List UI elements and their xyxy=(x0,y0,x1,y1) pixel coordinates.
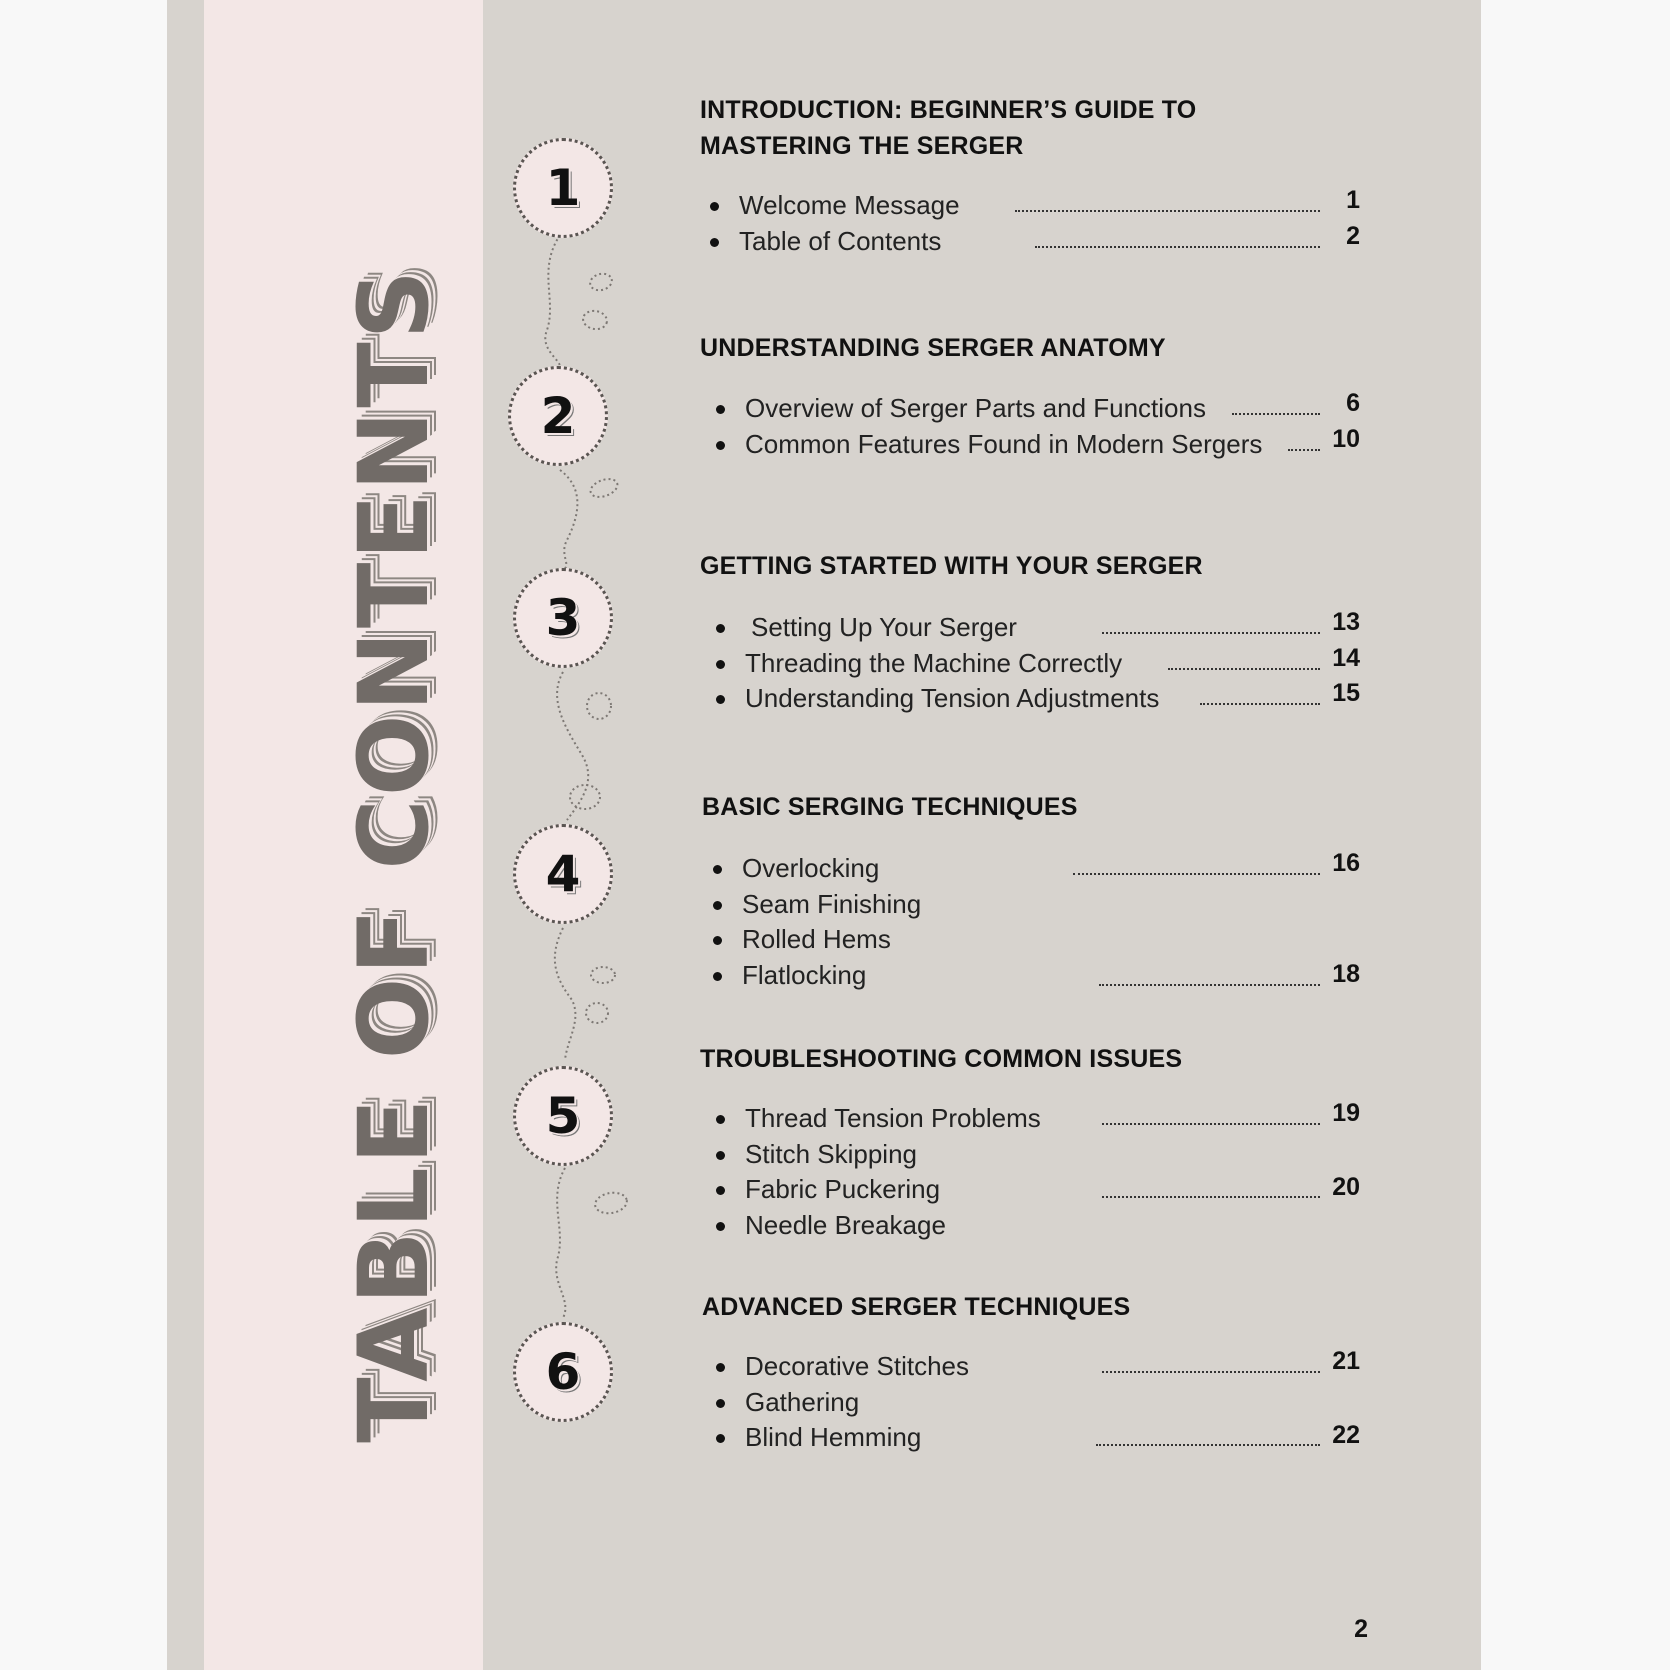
bullet-icon xyxy=(713,936,722,945)
bullet-icon xyxy=(716,1363,725,1372)
toc-entry[interactable] xyxy=(700,681,1360,717)
bullet-icon xyxy=(716,624,725,633)
toc-entry[interactable] xyxy=(700,1208,1360,1244)
entry-label: Threading the Machine Correctly xyxy=(745,647,1123,678)
section-5 xyxy=(700,1041,1360,1243)
bullet-icon xyxy=(716,405,725,414)
entry-label: Needle Breakage xyxy=(745,1209,946,1240)
section-badge-6: 6 xyxy=(513,1322,613,1422)
section-1 xyxy=(700,92,1360,259)
section-badge-5: 5 xyxy=(513,1066,613,1166)
section-title: TROUBLESHOOTING COMMON ISSUES xyxy=(700,1045,1183,1073)
section-items xyxy=(700,188,1360,259)
toc-entry[interactable] xyxy=(700,958,1360,994)
entry-label: Seam Finishing xyxy=(742,888,922,919)
entry-page: 10 xyxy=(1332,424,1360,453)
dot-leader xyxy=(1015,210,1320,212)
bullet-icon xyxy=(716,695,725,704)
toc-entry[interactable] xyxy=(700,851,1360,887)
entry-label: Overlocking xyxy=(742,853,880,883)
section-6 xyxy=(700,1289,1360,1456)
entry-label: Blind Hemming xyxy=(745,1422,922,1452)
toc-entry[interactable] xyxy=(700,424,1360,463)
section-title: INTRODUCTION: BEGINNER’S GUIDE TO MASTERING THE SERGER xyxy=(700,96,1197,160)
entry-label: Table of Contents xyxy=(739,225,942,256)
document-page xyxy=(167,0,1481,1670)
section-items xyxy=(700,851,1360,993)
toc-entry[interactable] xyxy=(700,887,1360,923)
bullet-icon xyxy=(713,901,722,910)
entry-label: Stitch Skipping xyxy=(745,1138,917,1169)
bullet-icon xyxy=(716,441,725,450)
bullet-icon xyxy=(716,1222,725,1231)
dot-leader xyxy=(1073,873,1320,875)
entry-label: Thread Tension Problems xyxy=(745,1103,1041,1133)
dot-leader xyxy=(1200,703,1320,705)
toc-entry[interactable] xyxy=(700,1420,1360,1456)
section-4 xyxy=(700,789,1360,993)
section-items xyxy=(700,610,1360,717)
entry-page: 21 xyxy=(1332,1347,1360,1375)
entry-page: 19 xyxy=(1332,1099,1360,1127)
dot-leader xyxy=(1102,632,1320,634)
entry-label: Overview of Serger Parts and Functions xyxy=(745,393,1206,423)
section-badge-3: 3 xyxy=(513,568,613,668)
toc-entry[interactable] xyxy=(700,221,1360,260)
section-badge-1: 1 xyxy=(513,138,613,238)
entry-label: Decorative Stitches xyxy=(745,1351,969,1381)
dot-leader xyxy=(1102,1371,1320,1373)
section-items xyxy=(700,1349,1360,1456)
section-badge-4: 4 xyxy=(513,824,613,924)
section-items xyxy=(700,391,1360,462)
entry-page: 13 xyxy=(1332,608,1360,636)
entry-label: Common Features Found in Modern Sergers xyxy=(745,428,1263,459)
section-title: ADVANCED SERGER TECHNIQUES xyxy=(702,1293,1131,1321)
footer-page-number: 2 xyxy=(1354,1615,1368,1643)
entry-page: 18 xyxy=(1332,959,1360,988)
dot-leader xyxy=(1099,984,1320,986)
dot-leader xyxy=(1168,668,1320,670)
bullet-icon xyxy=(713,972,722,981)
entry-label: Fabric Puckering xyxy=(745,1174,941,1204)
toc-entry[interactable] xyxy=(700,1137,1360,1173)
toc-entry[interactable] xyxy=(700,1349,1360,1385)
entry-page: 20 xyxy=(1332,1173,1360,1201)
dot-leader xyxy=(1232,413,1320,415)
toc-entry[interactable] xyxy=(700,188,1360,224)
bullet-icon xyxy=(710,238,719,247)
section-items xyxy=(700,1101,1360,1243)
bullet-icon xyxy=(716,1151,725,1160)
entry-page: 2 xyxy=(1346,221,1360,250)
dot-leader xyxy=(1102,1196,1320,1198)
bullet-icon xyxy=(710,202,719,211)
entry-label: Rolled Hems xyxy=(742,924,891,954)
toc-entry[interactable] xyxy=(700,643,1360,682)
entry-page: 1 xyxy=(1346,186,1360,214)
bullet-icon xyxy=(716,1186,725,1195)
section-3 xyxy=(700,548,1360,717)
dot-leader xyxy=(1096,1444,1320,1446)
section-title: BASIC SERGING TECHNIQUES xyxy=(702,793,1078,821)
toc-entry[interactable] xyxy=(700,391,1360,427)
toc-entry[interactable] xyxy=(700,922,1360,958)
entry-page: 15 xyxy=(1332,679,1360,707)
bullet-icon xyxy=(716,1399,725,1408)
dot-leader xyxy=(1035,246,1320,248)
entry-page: 16 xyxy=(1332,849,1360,877)
entry-page: 14 xyxy=(1332,643,1360,672)
bullet-icon xyxy=(713,865,722,874)
bullet-icon xyxy=(716,660,725,669)
toc-entry[interactable] xyxy=(700,1101,1360,1137)
entry-label: Gathering xyxy=(745,1386,860,1417)
section-2 xyxy=(700,330,1360,462)
toc-entry[interactable] xyxy=(700,1172,1360,1208)
entry-label: Understanding Tension Adjustments xyxy=(745,683,1160,713)
dot-leader xyxy=(1102,1123,1320,1125)
section-title: GETTING STARTED WITH YOUR SERGER xyxy=(700,552,1203,580)
entry-label: Flatlocking xyxy=(742,959,867,990)
entry-label: Welcome Message xyxy=(739,190,960,220)
bullet-icon xyxy=(716,1115,725,1124)
dot-leader xyxy=(1288,449,1320,451)
entry-label: Setting Up Your Serger xyxy=(751,612,1017,642)
section-title: UNDERSTANDING SERGER ANATOMY xyxy=(700,334,1166,362)
section-badge-2: 2 xyxy=(508,366,608,466)
vertical-title: TABLE OF CONTENTS xyxy=(338,267,450,1443)
entry-page: 6 xyxy=(1346,389,1360,417)
bullet-icon xyxy=(716,1434,725,1443)
toc-entry[interactable] xyxy=(700,1385,1360,1421)
toc-entry[interactable] xyxy=(700,610,1360,646)
entry-page: 22 xyxy=(1332,1421,1360,1449)
